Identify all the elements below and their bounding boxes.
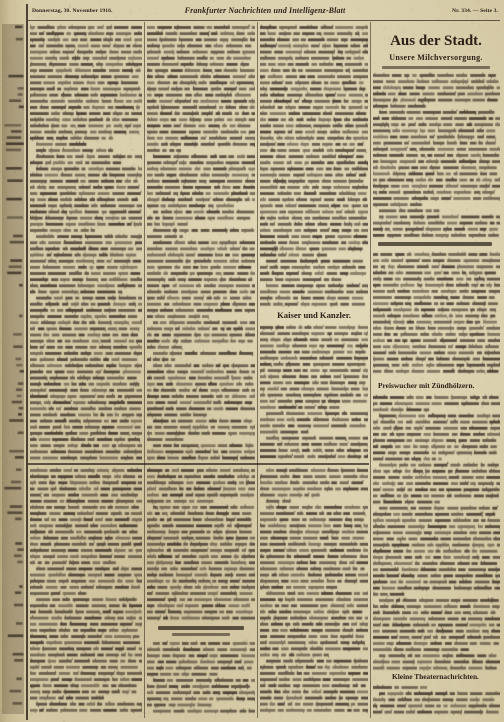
- header-rule: [28, 20, 500, 21]
- aus-der-stadt-heading: Aus der Stadt.: [390, 33, 482, 49]
- issue-date: Donnerstag, 30. November 1916.: [32, 8, 113, 14]
- column-4-milk-text: [373, 72, 500, 238]
- column-rule-1: [144, 22, 145, 718]
- kaiser-und-kanzler-heading: Kaiser und Kanzler.: [277, 310, 351, 320]
- section-rule: [28, 463, 369, 465]
- left-margin-fragments: [2, 24, 24, 714]
- illegible-subtitle: [382, 66, 490, 69]
- column-4-theater-text: [373, 684, 500, 717]
- left-margin-rule: [26, 4, 28, 720]
- illegible-heading: [158, 626, 244, 630]
- issue-number: Nr. 334. — Seite 3.: [452, 8, 498, 14]
- column-rule-3: [370, 22, 371, 718]
- column-3-kaiser-text: [260, 324, 368, 461]
- illegible-subheading: [172, 633, 230, 636]
- column-2-lower-text-b: [147, 640, 255, 717]
- masthead-title: Frankfurter Nachrichten und Intelligenz-Blatt: [184, 6, 346, 15]
- column-4-text-c: [373, 394, 500, 671]
- milchversorgung-heading: Unsere Milchversorgung.: [389, 53, 483, 62]
- illegible-heading-2: [378, 242, 492, 246]
- preiswucher-heading: Preiswucher mit Zündhölzern.: [378, 381, 475, 390]
- theater-heading: Kleine Theaternachrichten.: [392, 672, 479, 681]
- column-1-upper-text: [30, 24, 142, 461]
- column-2-upper-text: [147, 24, 255, 461]
- column-1-lower-text: [30, 467, 142, 717]
- column-3-lower-text: [260, 467, 368, 717]
- column-4-text-b: [373, 251, 500, 379]
- column-2-lower-text: [147, 467, 255, 622]
- column-rule-2: [257, 22, 258, 718]
- column-3-upper-text: [260, 24, 368, 308]
